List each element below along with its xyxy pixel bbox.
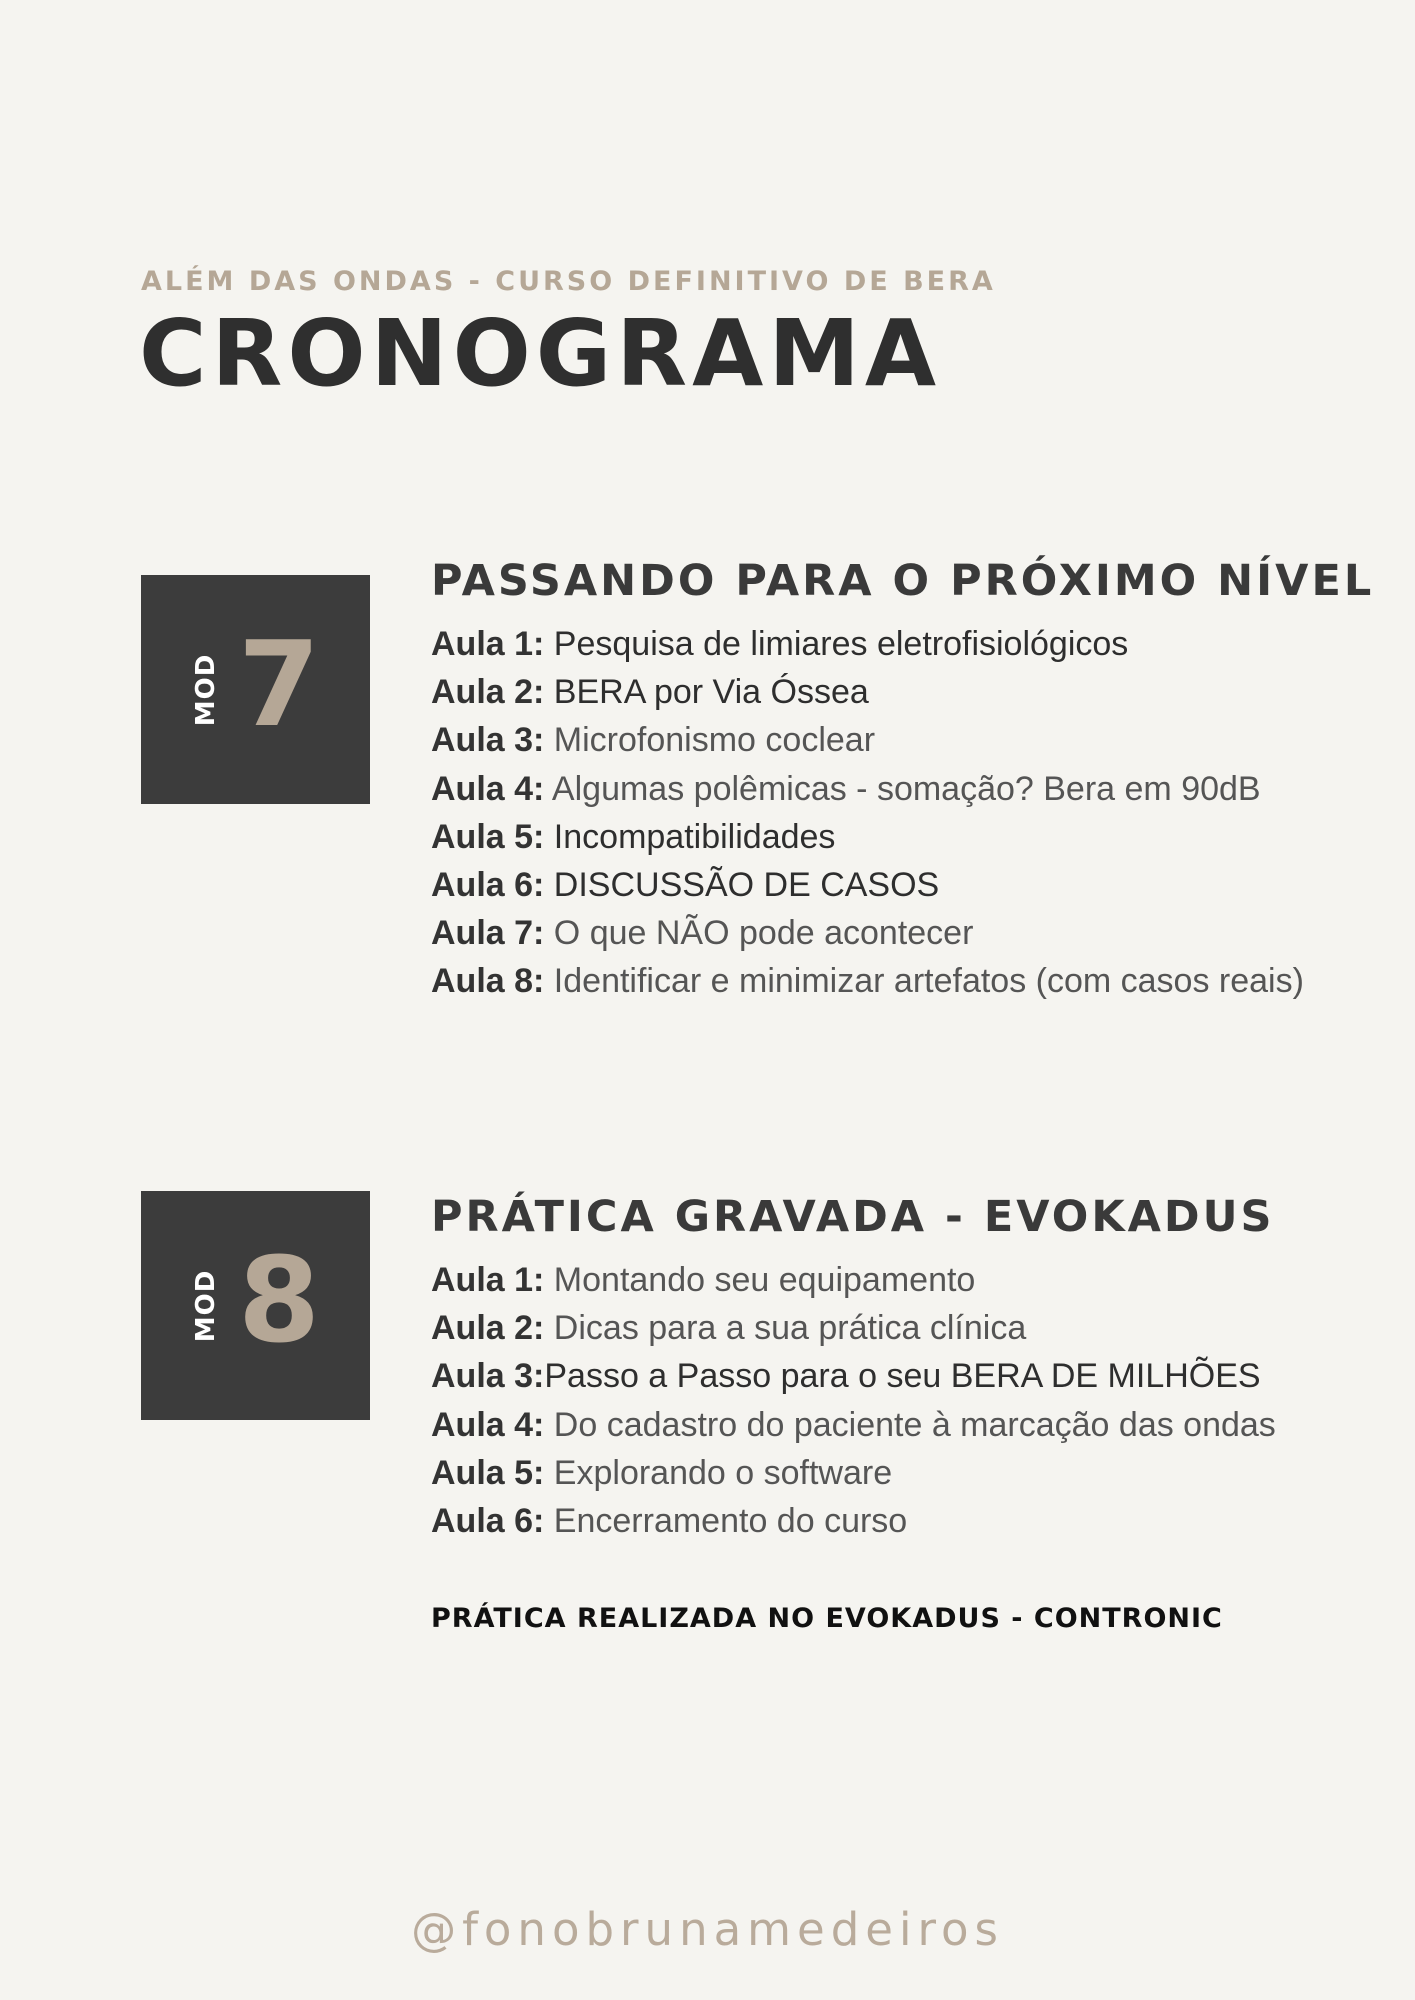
module-7-badge xyxy=(141,575,370,804)
lesson-item: Aula 5: Incompatibilidades xyxy=(431,817,836,856)
lesson-item: Aula 4: Algumas polêmicas - somação? Bera em 90dB xyxy=(431,769,1261,808)
lesson-item: Aula 7: O que NÃO pode acontecer xyxy=(431,914,974,953)
module-label: MOD xyxy=(191,653,221,727)
module-7-title: PASSANDO PARA O PRÓXIMO NÍVEL xyxy=(431,556,1375,606)
lesson-item: Aula 3: Microfonismo coclear xyxy=(431,721,876,760)
document-subtitle: ALÉM DAS ONDAS - CURSO DEFINITIVO DE BERA xyxy=(141,266,996,297)
lesson-item: Aula 1: Montando seu equipamento xyxy=(431,1261,976,1299)
module-8-title: PRÁTICA GRAVADA - EVOKADUS xyxy=(431,1192,1275,1242)
lesson-item: Aula 2: BERA por Via Óssea xyxy=(431,673,869,712)
lesson-item: Aula 1: Pesquisa de limiares eletrofisiológicos xyxy=(431,625,1129,663)
module-number: 8 xyxy=(238,1231,321,1369)
lesson-item: Aula 4: Do cadastro do paciente à marcação das ondas xyxy=(431,1405,1276,1444)
lesson-item: Aula 2: Dicas para a sua prática clínica xyxy=(431,1309,1027,1348)
lesson-item: Aula 3:Passo a Passo para o seu BERA DE MILHÕES xyxy=(431,1357,1261,1396)
module-8-lessons xyxy=(431,1256,1276,1545)
lesson-item: Aula 6: DISCUSSÃO DE CASOS xyxy=(431,866,940,905)
module-7-lessons xyxy=(431,620,1304,1006)
lesson-item: Aula 8: Identificar e minimizar artefatos (com casos reais) xyxy=(431,962,1304,1001)
lesson-item: Aula 5: Explorando o software xyxy=(431,1453,893,1492)
module-label: MOD xyxy=(191,1269,221,1343)
module-8-badge xyxy=(141,1191,370,1420)
page-title: CRONOGRAMA xyxy=(139,300,942,407)
lesson-item: Aula 6: Encerramento do curso xyxy=(431,1502,908,1541)
footer-handle: @fonobrunamedeiros xyxy=(411,1903,1004,1956)
module-number: 7 xyxy=(238,615,321,753)
practice-note: PRÁTICA REALIZADA NO EVOKADUS - CONTRONIC xyxy=(431,1603,1223,1634)
